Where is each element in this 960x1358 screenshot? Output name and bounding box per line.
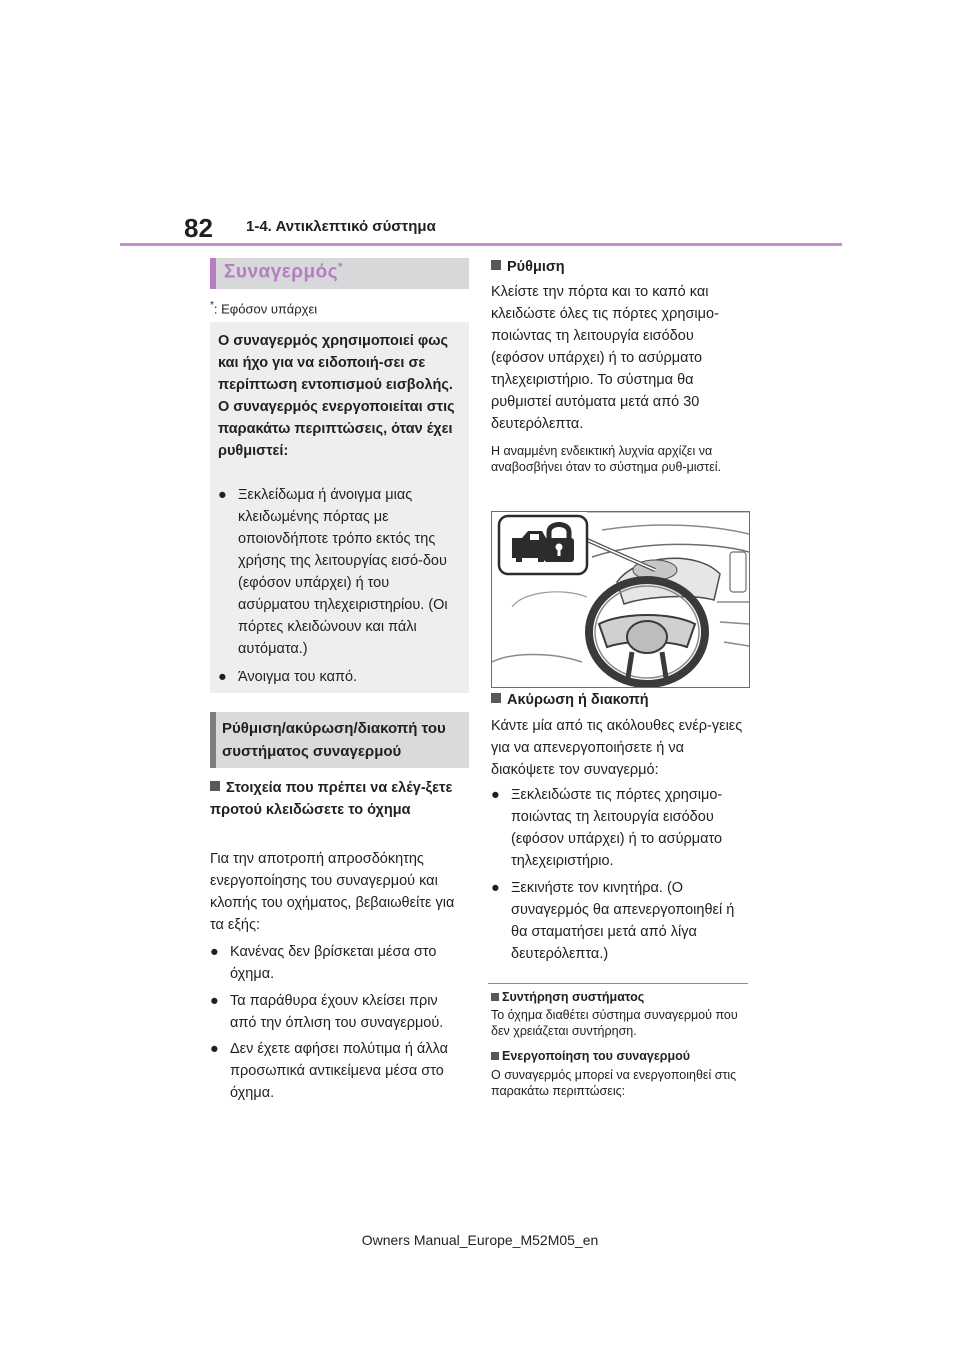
check-heading-text: Στοιχεία που πρέπει να ελέγ-ξετε προτού κλειδώσετε το όχημα [210,780,453,818]
bullet-dot-icon: ● [210,993,219,1009]
bullet-dot-icon: ● [218,487,227,503]
setting-note: Η αναμμένη ενδεικτική λυχνία αρχίζει να αναβοσβήνει όταν το σύστημα ρυθ-μιστεί. [491,444,722,474]
square-bullet-icon [491,260,501,270]
intro-bullet [218,666,464,688]
square-bullet-icon [491,693,501,703]
intro-bullet-text: Ξεκλείδωμα ή άνοιγμα μιας κλειδωμένης πόρτας με οποιονδήποτε τρόπο εκτός της χρήσης της λειτουργίας εισό-δου (εφόσον υπάρχει) ή του ασύρματου τηλεχειριστηρίου. (Οι πόρτες κλειδώνουν και πάλι αυτόματα.) [238,487,448,657]
check-bullet-text: Τα παράθυρα έχουν κλείσει πριν από την όπλιση του συναγερμού. [230,993,444,1031]
footnote [210,300,317,316]
section-title: 1-4. Αντικλεπτικό σύστημα [246,218,436,235]
intro-bold-text: Ο συναγερμός χρησιμοποιεί φως και ήχο για να ειδοποιή-σει σε περίπτωση εντοπισμού εισβολής. Ο συναγερμός ενεργοποιείται στις παρακάτω περιπτώσεις, όταν έχει ρυθμιστεί: [218,333,455,459]
subheading-accent-bar [210,712,216,768]
intro-bullet-text: Άνοιγμα του καπό. [238,669,358,685]
cancel-heading [491,689,748,711]
activation-heading-text: Ενεργοποίηση του συναγερμού [502,1049,691,1063]
setting-heading [491,256,748,278]
cancel-heading-text: Ακύρωση ή διακοπή [507,692,649,708]
header-rule [120,243,842,246]
check-heading [210,777,465,821]
heading-accent-bar [210,258,216,289]
bullet-dot-icon: ● [491,880,500,896]
cancel-bullet [491,784,748,872]
check-bullet [210,941,465,985]
square-bullet-icon [210,781,220,791]
section-divider [488,983,748,984]
check-text: Για την αποτροπή απροσδόκητης ενεργοποίησης του συναγερμού και κλοπής του οχήματος, βεβαιωθείτε για τα εξής: [210,851,455,933]
check-bullet [210,1038,465,1104]
maintenance-heading-text: Συντήρηση συστήματος [502,990,645,1004]
setting-heading-text: Ρύθμιση [507,259,565,275]
activation-heading [491,1048,748,1064]
intro-box [210,322,469,693]
bullet-dot-icon: ● [210,944,219,960]
cancel-bullet [491,877,748,965]
square-bullet-icon [491,1052,499,1060]
check-bullet-text: Δεν έχετε αφήσει πολύτιμα ή άλλα προσωπικά αντικείμενα μέσα στο όχημα. [230,1041,448,1101]
subheading-text: Ρύθμιση/ακύρωση/διακοπή του συστήματος συναγερμού [222,720,446,760]
bullet-dot-icon: ● [218,669,227,685]
dashboard-drawing [492,512,749,687]
footnote-text: : Εφόσον υπάρχει [213,301,318,317]
cancel-bullet-text: Ξεκλειδώστε τις πόρτες χρησιμο-ποιώντας τη λειτουργία εισόδου (εφόσον υπάρχει) ή το ασύρματο τηλεχειριστήριο. [511,787,723,869]
indicator-illustration [491,511,750,688]
maintenance-text: Το όχημα διαθέτει σύστημα συναγερμού που δεν χρειάζεται συντήρηση. [491,1008,738,1038]
setting-text: Κλείστε την πόρτα και το καπό και κλειδώστε όλες τις πόρτες χρησιμο-ποιώντας τη λειτουργία εισόδου (εφόσον υπάρχει) ή το ασύρματο τηλεχειριστήριο. Το σύστημα θα ρυθμιστεί αυτόματα μετά από 30 δευτερόλεπτα. [491,284,719,432]
title-mark: * [338,261,343,273]
alarm-title: Συναγερμός [224,261,339,283]
footer-text: Owners Manual_Europe_M52M05_en [361,1232,599,1248]
page-number: 82 [184,213,213,243]
footnote-mark: * [210,300,214,311]
cancel-bullet-text: Ξεκινήστε τον κινητήρα. (Ο συναγερμός θα απενεργοποιηθεί ή θα σταματήσει μετά από λίγα δευτερόλεπτα.) [511,880,735,962]
square-bullet-icon [491,993,499,1001]
setting-subheading [210,712,469,768]
activation-text: Ο συναγερμός μπορεί να ενεργοποιηθεί στις παρακάτω περιπτώσεις: [491,1068,737,1098]
maintenance-heading [491,989,748,1005]
check-bullet-text: Κανένας δεν βρίσκεται μέσα στο όχημα. [230,944,437,982]
intro-bullet [218,484,464,660]
alarm-heading [210,258,469,289]
cancel-text: Κάντε μία από τις ακόλουθες ενέρ-γειες για να απενεργοποιήσετε ή να διακόψετε τον συναγερμό: [491,718,743,778]
bullet-dot-icon: ● [210,1041,219,1057]
bullet-dot-icon: ● [491,787,500,803]
check-bullet [210,990,465,1034]
